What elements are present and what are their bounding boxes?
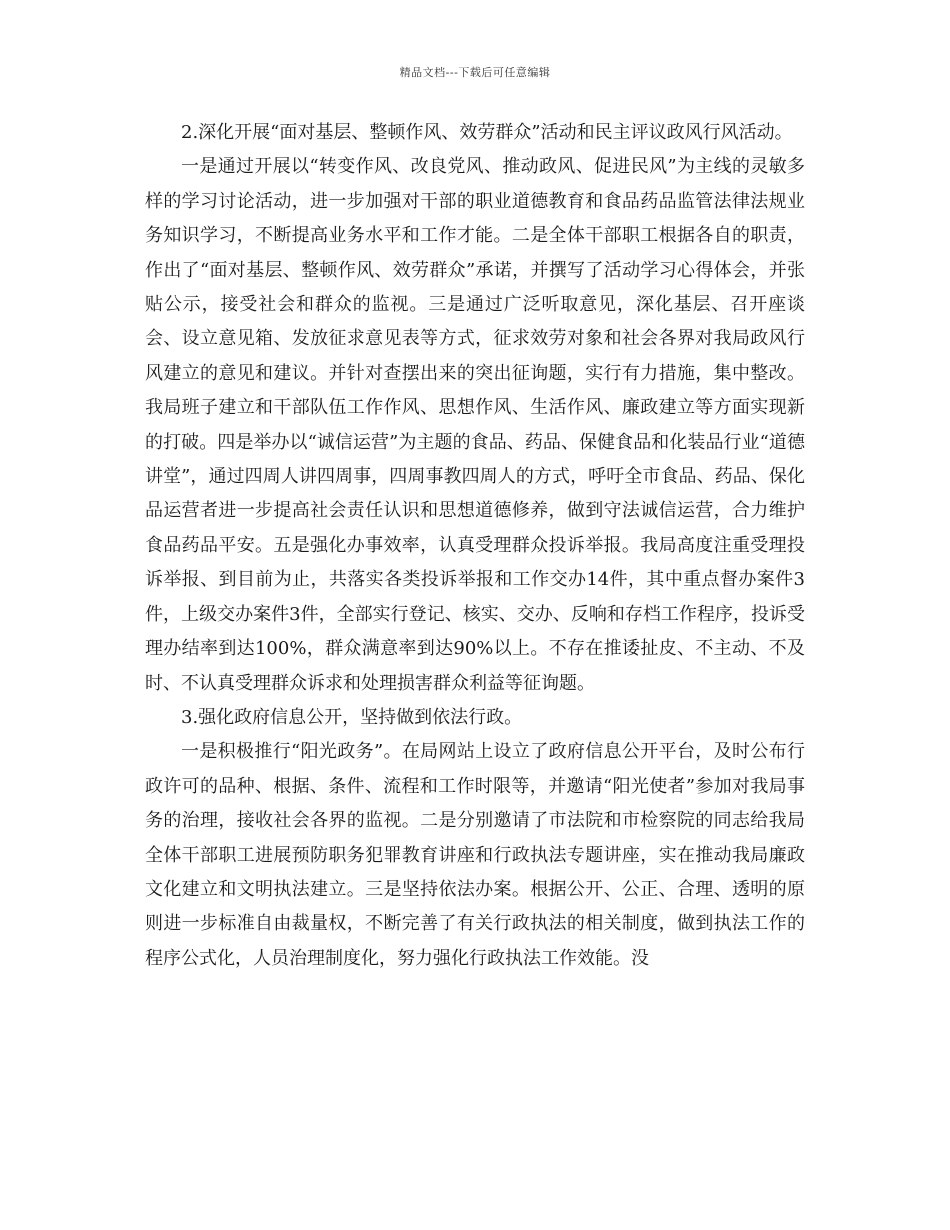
page-header: 精品文档---下载后可任意编辑: [399, 66, 551, 79]
paragraph: 一是积极推行“阳光政务”。在局网站上设立了政府信息公开平台，及时公布行政许可的品种、根据、条件、流程和工作时限等，并邀请“阳光使者”参加对我局事务的治理，接收社会各界的监视。二是分别邀请了市法院和市检察院的同志给我局全体干部职工进展预防职务犯罪教育讲座和行政执法专题讲座，实在推动我局廉政文化建立和文明执法建立。三是坚持依法办案。根据公开、公正、合理、透明的原则进一步标准自由裁量权，不断完善了有关行政执法的相关制度，做到执法工作的程序公式化，人员治理制度化，努力强化行政执法工作效能。没: [145, 741, 805, 969]
paragraph-heading-3: 3.强化政府信息公开，坚持做到依法行政。: [181, 706, 523, 728]
paragraph: 一是通过开展以“转变作风、改良党风、推动政风、促进民风”为主线的灵敏多样的学习讨论活动，进一步加强对干部的职业道德教育和食品药品监管法律法规业务知识学习，不断提高业务水平和工作才能。二是全体干部职工根据各自的职责，作出了“面对基层、整顿作风、效劳群众”承诺，并撰写了活动学习心得体会，并张贴公示，接受社会和群众的监视。三是通过广泛听取意见，深化基层、召开座谈会、设立意见箱、发放征求意见表等方式，征求效劳对象和社会各界对我局政风行风建立的意见和建议。并针对查摆出来的突出征询题，实行有力措施，集中整改。我局班子建立和干部队伍工作作风、思想作风、生活作风、廉政建立等方面实现新的打破。四是举办以“诚信运营”为主题的食品、药品、保健食品和化装品行业“道德讲堂”，通过四周人讲四周事，四周事教四周人的方式，呼吁全市食品、药品、保化品运营者进一步提高社会责任认识和思想道德修养，做到守法诚信运营，合力维护食品药品平安。五是强化办事效率，认真受理群众投诉举报。我局高度注重受理投诉举报、到目前为止，共落实各类投诉举报和工作交办14件，其中重点督办案件3件，上级交办案件3件，全部实行登记、核实、交办、反响和存档工作程序，投诉受理办结率到达100%，群众满意率到达90%以上。不存在推诿扯皮、不主动、不及时、不认真受理群众诉求和处理损害群众利益等征询题。: [145, 156, 805, 694]
paragraph-heading-2: 2.深化开展“面对基层、整顿作风、效劳群众”活动和民主评议政风行风活动。: [181, 122, 793, 143]
document-body: [145, 116, 805, 976]
